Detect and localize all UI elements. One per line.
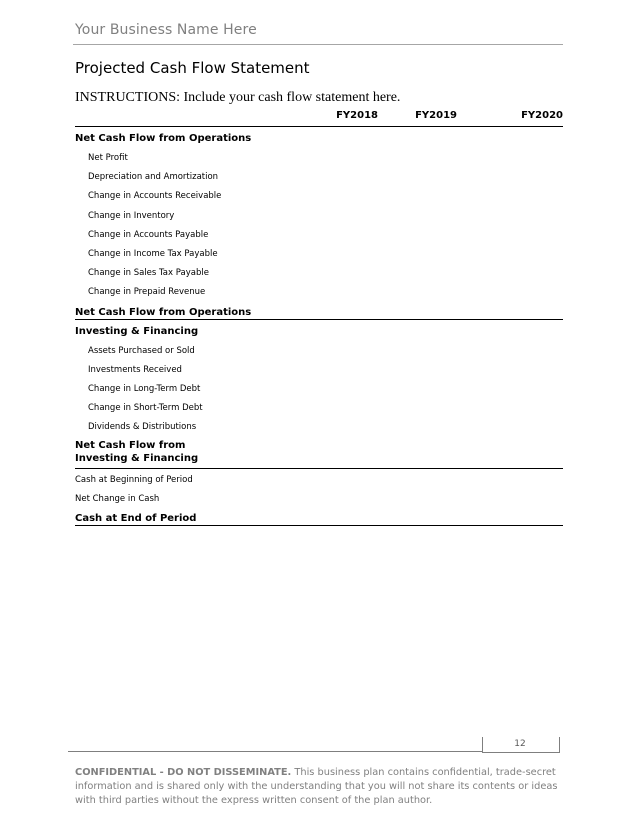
section-row xyxy=(75,301,563,320)
row-label: Assets Purchased or Sold xyxy=(88,345,195,356)
section-row xyxy=(75,127,563,147)
table-row xyxy=(75,185,563,204)
section-row xyxy=(75,435,563,469)
table-row xyxy=(75,205,563,224)
row-label: Dividends & Distributions xyxy=(88,422,197,433)
confidential-notice xyxy=(75,766,565,808)
table-row xyxy=(75,378,563,397)
row-label: Change in Prepaid Revenue xyxy=(88,287,206,298)
footer-divider xyxy=(68,751,482,752)
row-label: Net Cash Flow from Operations xyxy=(75,306,252,318)
section-row xyxy=(75,507,563,526)
table-row xyxy=(75,416,563,435)
table-row xyxy=(75,243,563,262)
table-row xyxy=(75,340,563,359)
page-title: Projected Cash Flow Statement xyxy=(75,59,310,77)
column-header-fy2019: FY2019 xyxy=(415,110,457,121)
table-row xyxy=(75,469,563,488)
row-label: Net Cash Flow from Investing & Financing xyxy=(75,440,199,465)
table-body xyxy=(75,127,563,526)
column-header-fy2018: FY2018 xyxy=(336,110,378,121)
instructions-text: INSTRUCTIONS: Include your cash flow statement here. xyxy=(75,90,401,105)
table-row xyxy=(75,397,563,416)
row-label: Change in Long-Term Debt xyxy=(88,383,201,394)
confidential-text: This business plan contains confidential, trade-secret information and is shared only with the understanding that you will not share its contents or ideas with third parties without the express written consent of the plan author. xyxy=(75,767,558,806)
table-row xyxy=(75,488,563,507)
row-label: Depreciation and Amortization xyxy=(88,172,219,183)
row-label: Change in Inventory xyxy=(88,210,175,221)
row-label: Cash at Beginning of Period xyxy=(75,475,193,486)
table-row xyxy=(75,166,563,185)
header-divider xyxy=(73,44,563,45)
confidential-label: CONFIDENTIAL - DO NOT DISSEMINATE. xyxy=(75,767,292,778)
row-label: Change in Accounts Receivable xyxy=(88,191,222,202)
row-label: Change in Accounts Payable xyxy=(88,229,209,240)
row-label: Change in Sales Tax Payable xyxy=(88,268,209,279)
page-number: 12 xyxy=(514,739,526,749)
row-label: Net Cash Flow from Operations xyxy=(75,133,252,144)
column-header-fy2020: FY2020 xyxy=(521,110,563,121)
table-column-headers xyxy=(75,107,563,127)
business-name-header: Your Business Name Here xyxy=(75,22,257,38)
table-row xyxy=(75,224,563,243)
section-row xyxy=(75,320,563,340)
cash-flow-table xyxy=(75,107,563,526)
row-label: Investments Received xyxy=(88,364,182,375)
table-row xyxy=(75,262,563,281)
row-label: Net Change in Cash xyxy=(75,494,160,505)
table-row xyxy=(75,147,563,166)
row-label: Change in Short-Term Debt xyxy=(88,403,203,414)
row-label: Net Profit xyxy=(88,153,128,163)
row-label: Investing & Financing xyxy=(75,325,199,337)
table-row xyxy=(75,359,563,378)
row-label: Change in Income Tax Payable xyxy=(88,248,218,259)
table-row xyxy=(75,281,563,300)
row-label: Cash at End of Period xyxy=(75,513,197,525)
